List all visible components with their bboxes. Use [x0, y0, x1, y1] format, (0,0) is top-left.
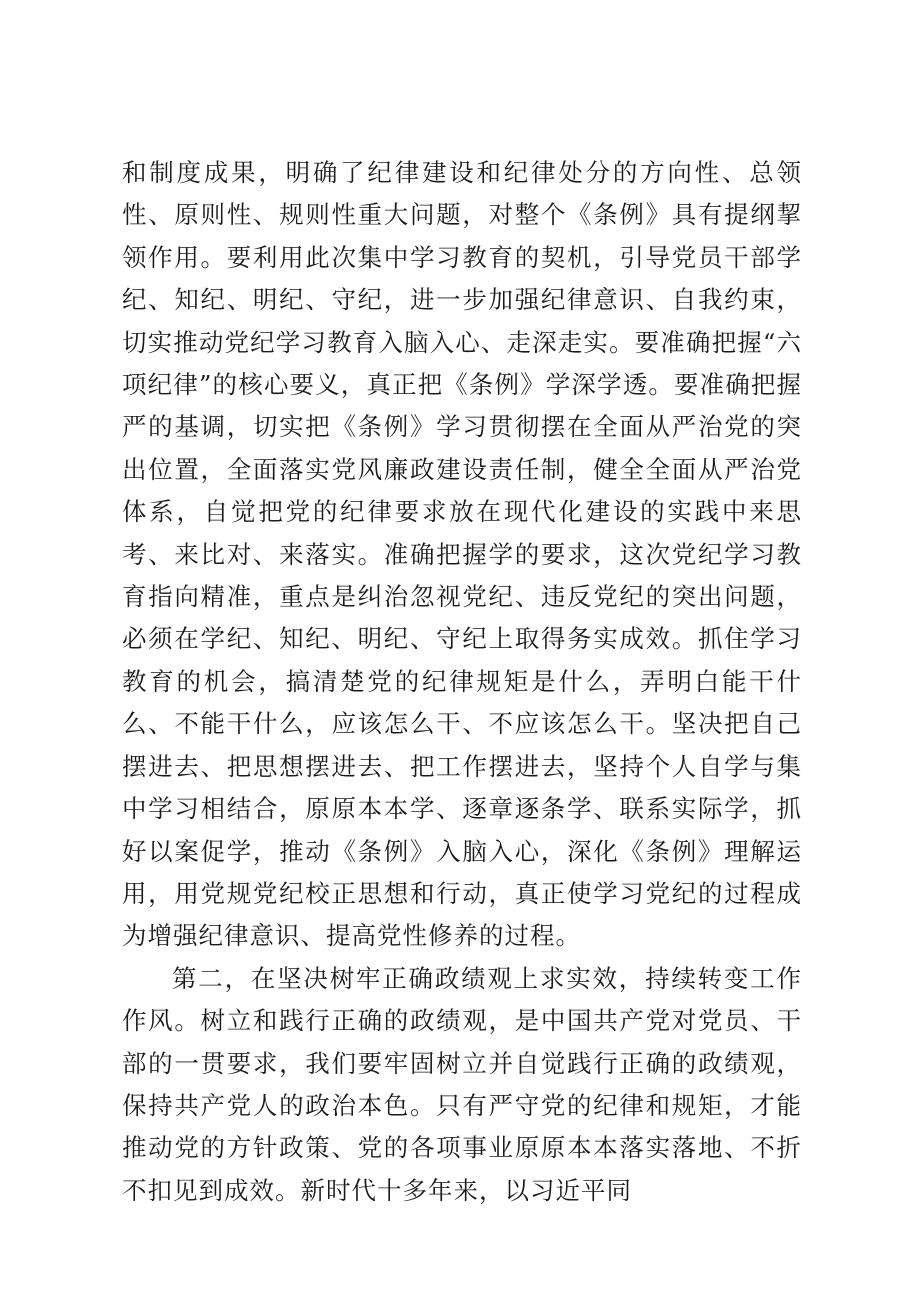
paragraph-second-point: 第二，在坚决树牢正确政绩观上求实效，持续转变工作作风。树立和践行正确的政绩观，是中国共产党对党员、干部的一贯要求，我们要牢固树立并自觉践行正确的政绩观，保持共产党人的政治本色。只有严守党的纪律和规矩，才能推动党的方针政策、党的各项事业原原本本落实落地、不折不扣见到成效。新时代十多年来，以习近平同 [122, 963, 802, 1205]
paragraph-discipline-study: 和制度成果，明确了纪律建设和纪律处分的方向性、总领性、原则性、规则性重大问题，对整个《条例》具有提纲挈领作用。要利用此次集中学习教育的契机，引导党员干部学纪、知纪、明纪、守纪，进一步加强纪律意识、自我约束，切实推动党纪学习教育入脑入心、走深走实。要准确把握“六项纪律”的核心要义，真正把《条例》学深学透。要准确把握严的基调，切实把《条例》学习贯彻摆在全面从严治党的突出位置，全面落实党风廉政建设责任制，健全全面从严治党体系，自觉把党的纪律要求放在现代化建设的实践中来思考、来比对、来落实。准确把握学的要求，这次党纪学习教育指向精准，重点是纠治忽视党纪、违反党纪的突出问题，必须在学纪、知纪、明纪、守纪上取得务实成效。抓住学习教育的机会，搞清楚党的纪律规矩是什么，弄明白能干什么、不能干什么，应该怎么干、不应该怎么干。坚决把自己摆进去、把思想摆进去、把工作摆进去，坚持个人自学与集中学习相结合，原原本本学、逐章逐条学、联系实际学，抓好以案促学，推动《条例》入脑入心，深化《条例》理解运用，用党规党纪校正思想和行动，真正使学习党纪的过程成为增强纪律意识、提高党性修养的过程。 [122, 158, 802, 951]
document-body [122, 152, 802, 1212]
